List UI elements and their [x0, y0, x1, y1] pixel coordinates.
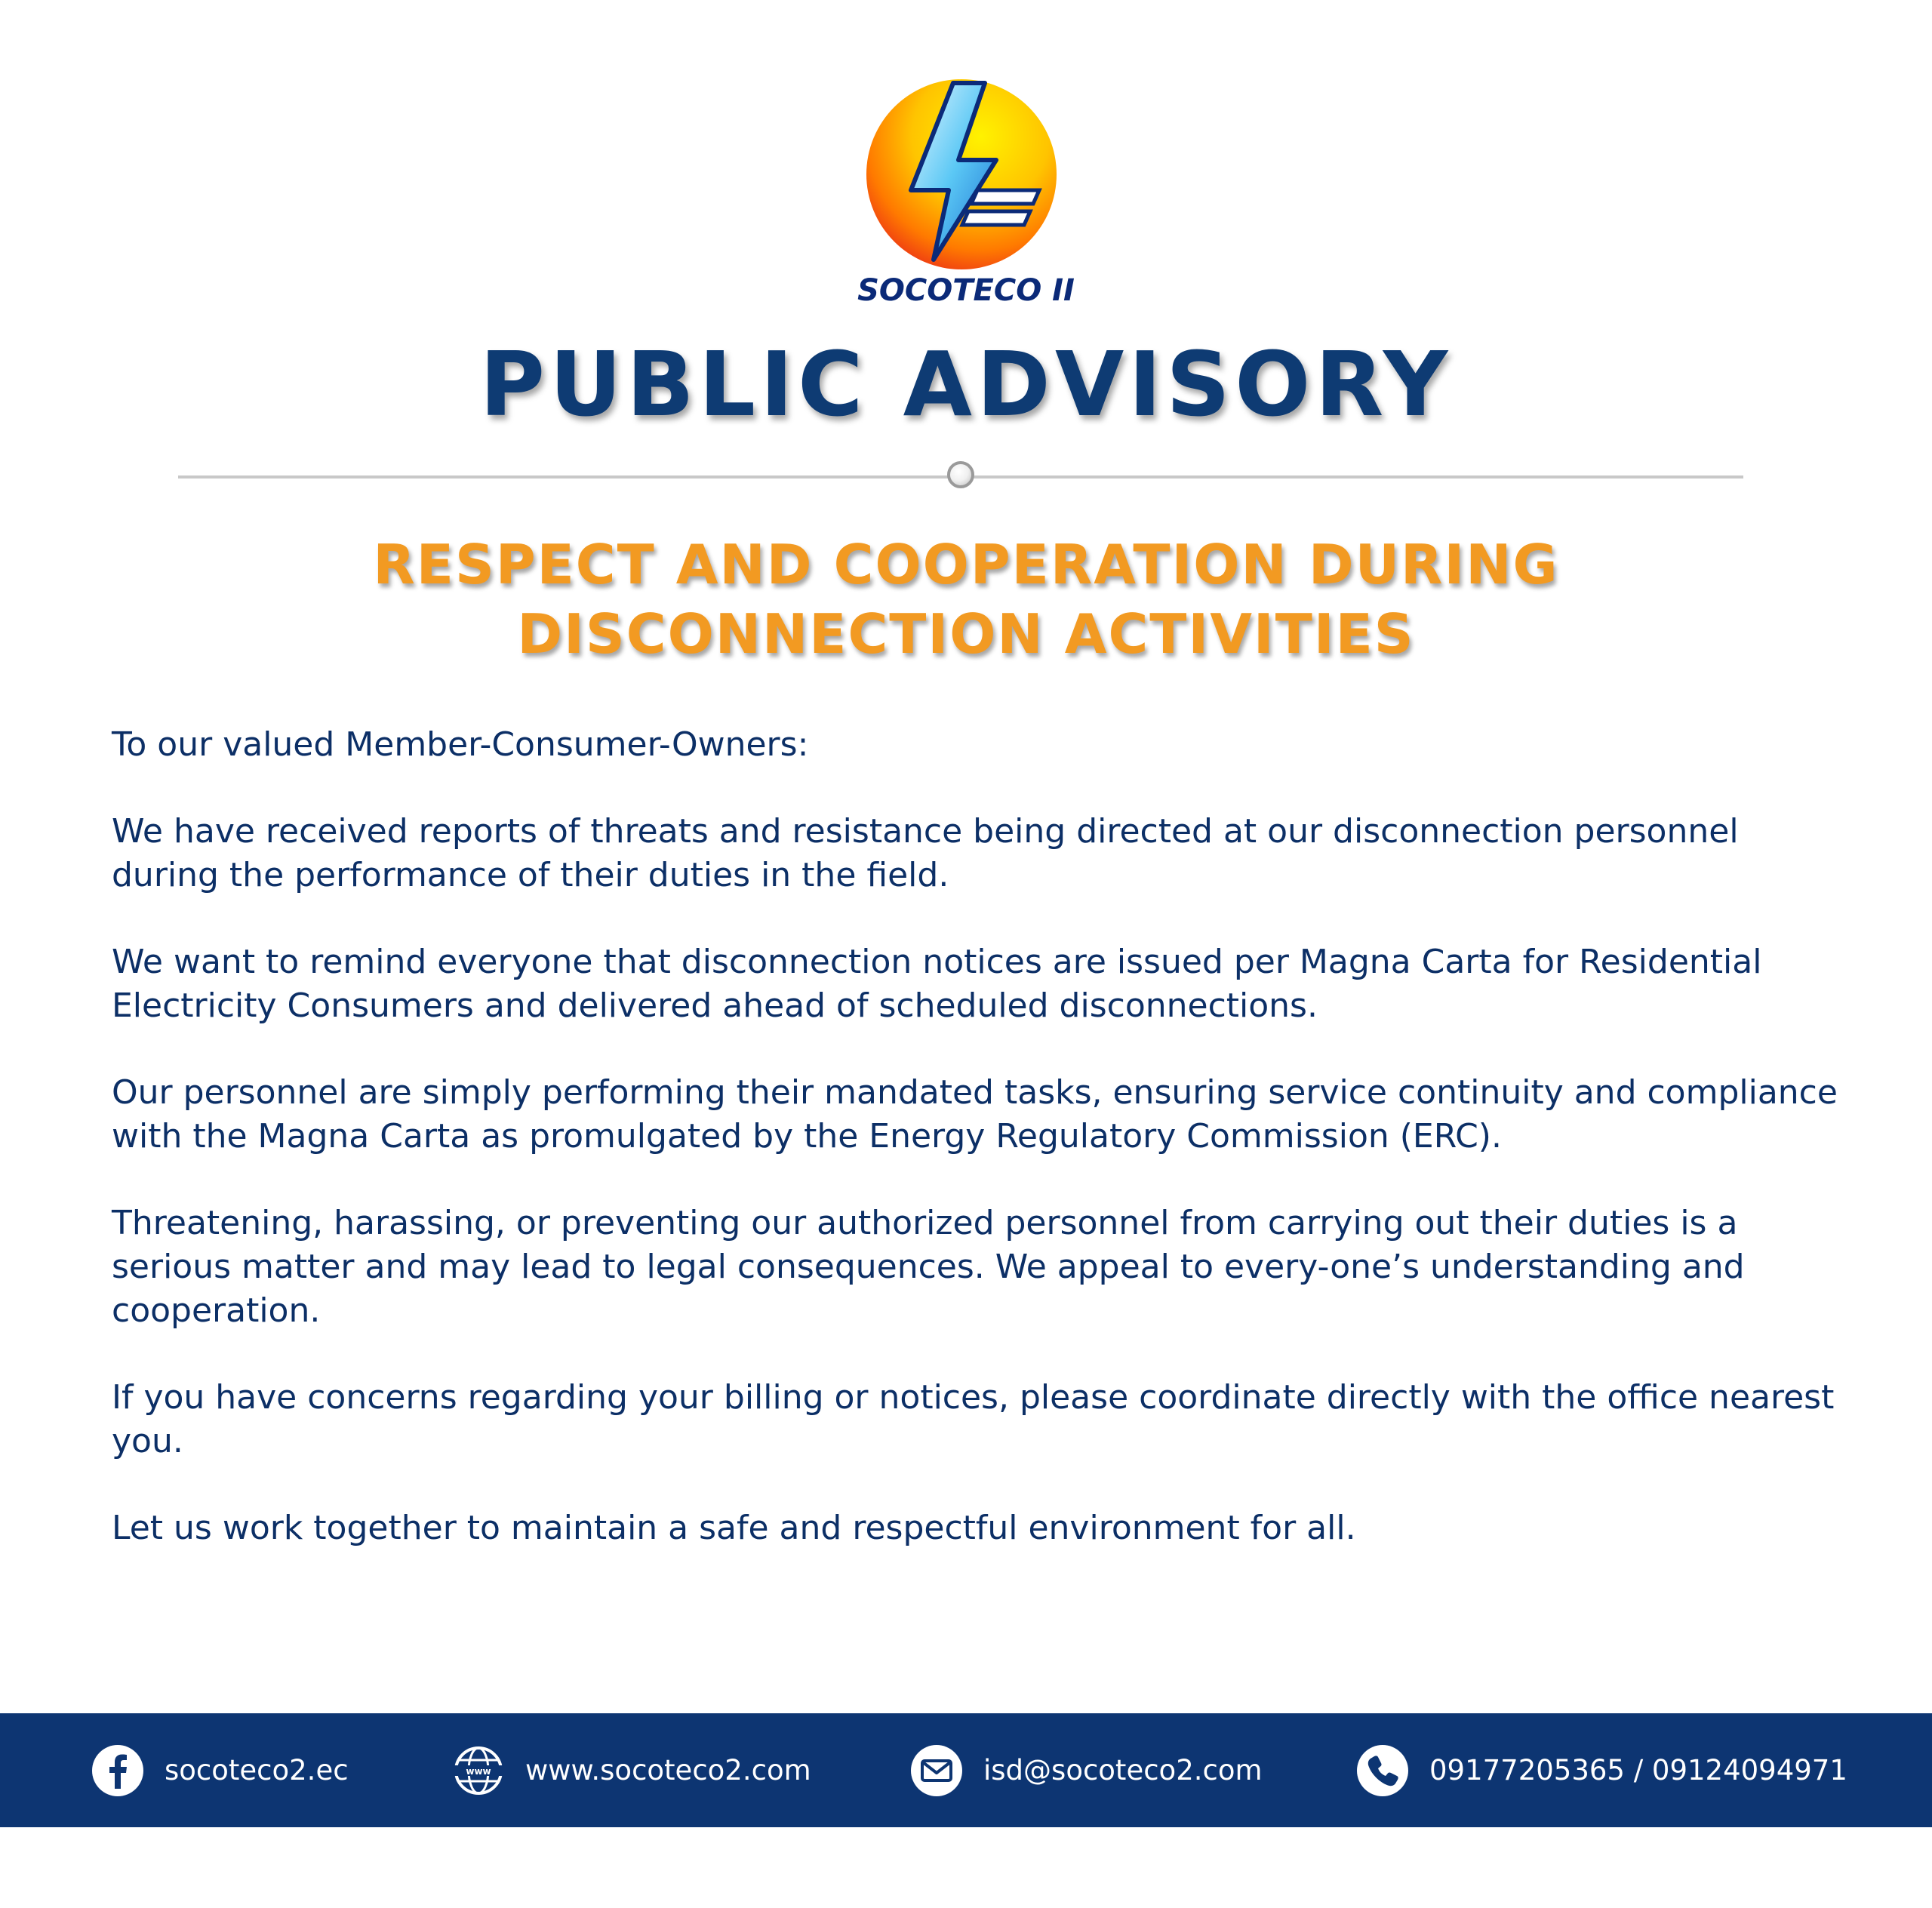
advisory-subtitle	[0, 530, 1932, 669]
facebook-icon	[92, 1745, 143, 1796]
footer-facebook[interactable]	[92, 1713, 349, 1827]
salutation: To our valued Member-Consumer-Owners:	[112, 725, 809, 764]
website-link: www.socoteco2.com	[525, 1754, 811, 1786]
footer-email[interactable]	[911, 1713, 1263, 1827]
phone-numbers: 09177205365 / 09124094971	[1429, 1754, 1847, 1786]
envelope-icon	[911, 1745, 962, 1796]
paragraph-personnel: Our personnel are simply performing their mandated tasks, ensuring service continuity and compliance with the Magna Carta as promulgated by the Energy Regulatory Commission (ERC).	[112, 1073, 1838, 1156]
page-title: PUBLIC ADVISORY	[479, 332, 1453, 436]
socoteco-logo	[864, 77, 1059, 272]
divider-ornament	[947, 461, 974, 488]
closing: Let us work together to maintain a safe and respectful environment for all.	[112, 1509, 1356, 1547]
globe-icon	[453, 1745, 504, 1796]
logo-wordmark: SOCOTECO II	[857, 273, 1075, 308]
subtitle-line-1: RESPECT AND COOPERATION DURING	[373, 533, 1559, 596]
footer-phone[interactable]	[1357, 1713, 1847, 1827]
svg-text:www: www	[466, 1765, 491, 1777]
paragraph-threats: We have received reports of threats and resistance being directed at our disconnection personnel during the performance of their duties in the field.	[112, 812, 1739, 894]
facebook-handle: socoteco2.ec	[165, 1754, 349, 1786]
subtitle-line-2: DISCONNECTION ACTIVITIES	[517, 602, 1415, 666]
email-address: isd@socoteco2.com	[983, 1754, 1263, 1786]
paragraph-notices: We want to remind everyone that disconnection notices are issued per Magna Carta for Residential Electricity Consumers and delivered ahead of scheduled disconnections.	[112, 943, 1762, 1025]
paragraph-concerns: If you have concerns regarding your billing or notices, please coordinate directly with the office nearest you.	[112, 1378, 1835, 1460]
contact-footer	[0, 1713, 1932, 1827]
advisory-body	[112, 723, 1840, 1593]
paragraph-consequences: Threatening, harassing, or preventing our authorized personnel from carrying out their duties is a serious matter and may lead to legal consequences. We appeal to every-one’s understanding and cooperation.	[112, 1204, 1745, 1330]
footer-website[interactable]	[453, 1713, 811, 1827]
phone-icon	[1357, 1745, 1408, 1796]
